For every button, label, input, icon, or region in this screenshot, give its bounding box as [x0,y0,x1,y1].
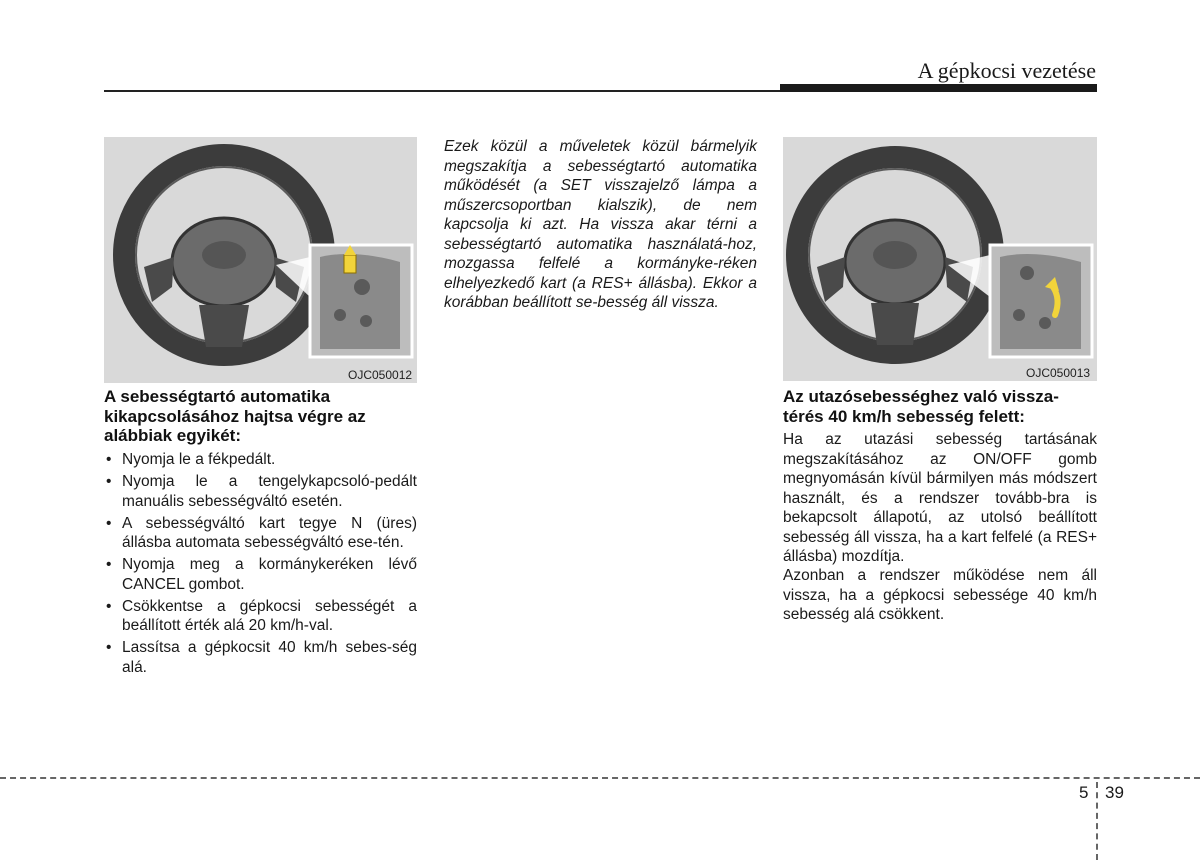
figure-code-right: OJC050013 [1026,366,1091,380]
header-rule-thick [780,84,1097,92]
right-paragraph-1: Ha az utazási sebesség tartásának megszakításához az ON/OFF gomb megnyomásán kívül bármilyen más módszert használt, és a rendszer tovább-bra is bekapcsolt állapotú, az utolsó beállított sebesség áll vissza, ha a kart felfelé (a RES+ állásba) mozdítja. [783,431,1097,565]
list-item: • A sebességváltó kart tegye N (üres) állásba automata sebességváltó ese-tén. [104,514,417,553]
footer-dashed-divider [1096,782,1098,860]
figure-code-left: OJC050012 [348,368,413,382]
chapter-number: 5 [1079,783,1089,802]
list-item: • Nyomja meg a kormánykeréken lévő CANCEL gombot. [104,555,417,594]
list-item: • Csökkentse a gépkocsi sebességét a beállított érték alá 20 km/h-val. [104,597,417,636]
left-heading: A sebességtartó automatika kikapcsolásához hajtsa végre az alábbiak egyikét: [104,387,366,445]
page-number: 39 [1105,783,1124,802]
steering-wheel-figure-left [104,137,417,383]
chapter-title: A gépkocsi vezetése [917,58,1096,83]
footer-dashed-rule [0,777,1200,779]
header-rule [104,90,784,92]
middle-paragraph: Ezek közül a műveletek közül bármelyik megszakítja a sebességtartó automatika működését (a SET visszajelző lámpa a műszercsoportban kialszik), de nem kapcsolja ki azt. Ha vissza akar térni a sebességtartó automatika használatá-hoz, mozgassa felfelé a kormányke-réken elhelyezkedő kart (a RES+ állásba). Ekkor a korábban beállított se-besség áll vissza. [444,138,757,311]
right-paragraph-2: Azonban a rendszer működése nem áll vissza, ha a gépkocsi sebessége 40 km/h sebesség alá csökkent. [783,567,1097,623]
right-heading: Az utazósebességhez való vissza-térés 40 km/h sebesség felett: [783,387,1059,426]
list-item: • Lassítsa a gépkocsit 40 km/h sebes-ség alá. [104,638,417,677]
left-bullet-list [104,450,417,680]
steering-wheel-figure-right [783,137,1097,381]
list-item: • Nyomja le a fékpedált. [104,450,417,470]
list-item: • Nyomja le a tengelykapcsoló-pedált manuális sebességváltó esetén. [104,472,417,511]
